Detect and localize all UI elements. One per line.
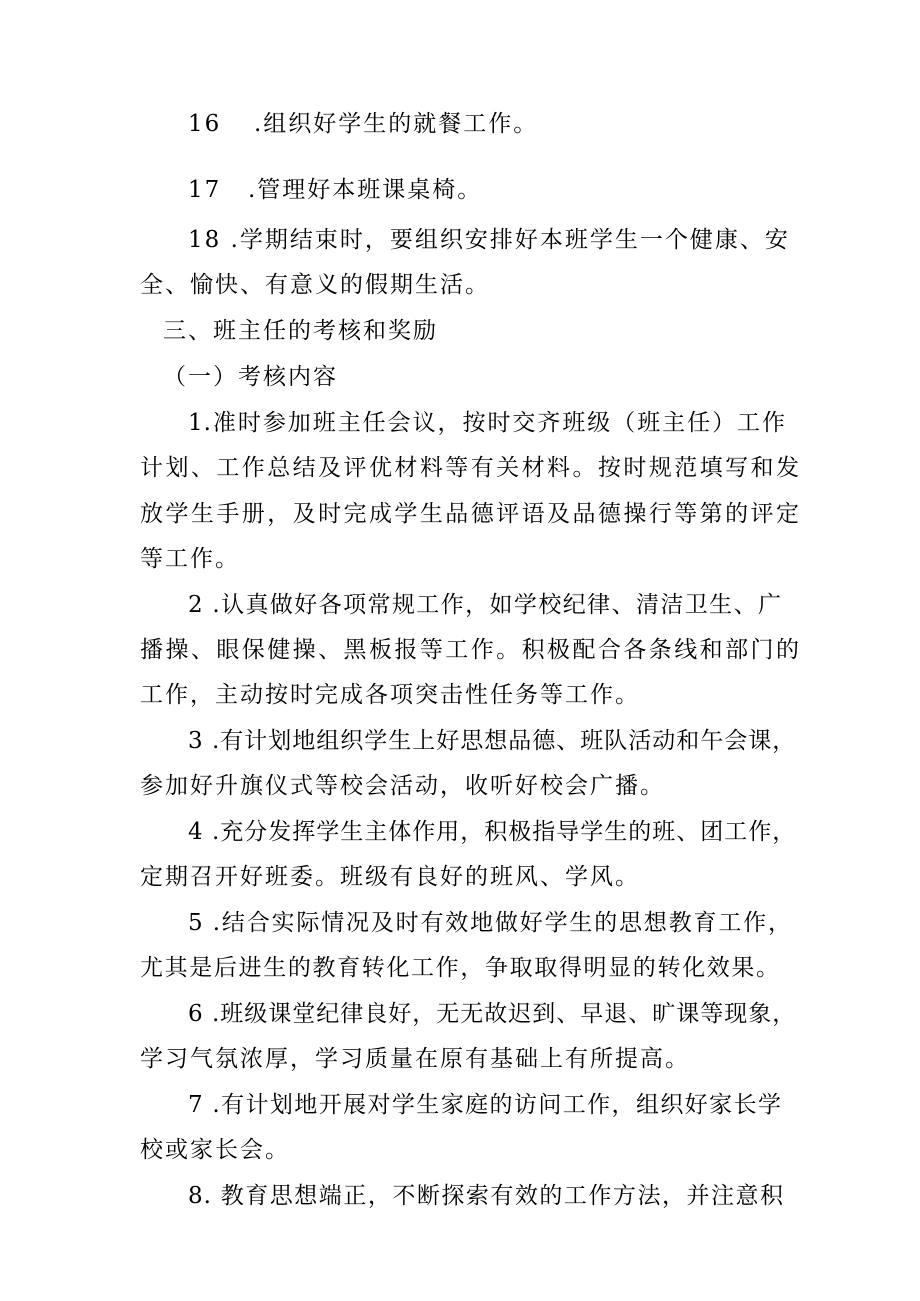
item-16-number: 16 [188,111,222,137]
item-1-line-3: 放学生手册，及时完成学生品德评语及品德操行等第的评定 [140,501,800,527]
item-4-line-2: 定期召开好班委。班级有良好的班风、学风。 [140,864,640,890]
item-8-line-1: 8. 教育思想端正，不断探索有效的工作方法，并注意积 [188,1183,784,1209]
item-16-text: .组织好学生的就餐工作。 [254,111,539,137]
item-2-line-3: 工作，主动按时完成各项突击性任务等工作。 [140,682,640,708]
section-heading: 三、班主任的考核和奖励 [163,318,438,344]
item-3-line-2: 参加好升旗仪式等校会活动，收听好校会广播。 [140,773,665,799]
item-3-line-1: 3 .有计划地组织学生上好思想品德、班队活动和午会课， [188,728,797,754]
item-17-number: 17 [188,177,222,203]
subsection-heading: （一）考核内容 [163,364,338,390]
item-18-line-1: 18 .学期结束时，要组织安排好本班学生一个健康、安 [188,227,790,253]
item-6-line-1: 6 .班级课堂纪律良好，无无故迟到、早退、旷课等现象， [188,1001,797,1027]
item-2-line-2: 播操、眼保健操、黑板报等工作。积极配合各条线和部门的 [140,637,800,663]
item-17 [188,175,848,205]
item-5-line-1: 5 .结合实际情况及时有效地做好学生的思想教育工作， [188,910,792,936]
item-1-line-4: 等工作。 [140,546,240,572]
item-5-line-2: 尤其是后进生的教育转化工作，争取取得明显的转化效果。 [140,955,780,981]
item-4-line-1: 4 .充分发挥学生主体作用，积极指导学生的班、团工作， [188,819,797,845]
item-1-line-2: 计划、工作总结及评优材料等有关材料。按时规范填写和发 [140,455,800,481]
item-7-line-2: 校或家长会。 [140,1137,290,1163]
item-18-line-2: 全、愉快、有意义的假期生活。 [140,272,490,298]
item-17-text: .管理好本班课桌椅。 [248,177,483,203]
item-2-line-1: 2 .认真做好各项常规工作，如学校纪律、清洁卫生、广 [188,592,782,618]
item-1-line-1: 1.准时参加班主任会议，按时交齐班级（班主任）工作 [188,410,786,436]
item-16 [188,109,848,139]
item-6-line-2: 学习气氛浓厚，学习质量在原有基础上有所提高。 [140,1046,690,1072]
item-7-line-1: 7 .有计划地开展对学生家庭的访问工作，组织好家长学 [188,1092,782,1118]
